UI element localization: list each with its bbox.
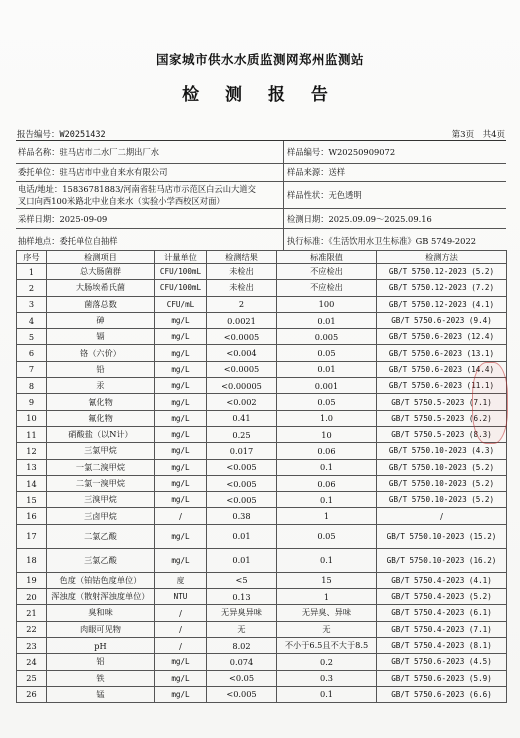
info-row-standard <box>16 228 506 250</box>
cell-item: 氟化物 <box>47 410 155 426</box>
sample-info-block <box>16 141 506 250</box>
report-number-label: 报告编号： <box>17 130 60 140</box>
cell-item: 三卤甲烷 <box>47 508 155 524</box>
cell-unit: mg/L <box>155 670 207 686</box>
cell-result: <0.005 <box>207 492 277 508</box>
cell-method: GB/T 5750.10-2023 (5.2) <box>377 475 507 491</box>
cell-unit: mg/L <box>155 686 207 702</box>
phone-address-label: 电话/地址： <box>18 184 63 194</box>
sampling-date-label: 采样日期： <box>18 214 60 224</box>
report-number-line <box>17 128 505 140</box>
cell-limit: 0.06 <box>277 475 377 491</box>
cell-no: 10 <box>17 410 47 426</box>
cell-unit: / <box>155 605 207 621</box>
cell-no: 18 <box>17 548 47 572</box>
cell-item: pH <box>47 637 155 653</box>
cell-unit: mg/L <box>155 548 207 572</box>
cell-result: <0.00005 <box>207 378 277 394</box>
cell-limit: 0.3 <box>277 670 377 686</box>
sampling-date <box>18 213 107 225</box>
table-row <box>17 548 507 572</box>
table-row <box>17 524 507 548</box>
cell-item: 铝 <box>47 654 155 670</box>
cell-method: GB/T 5750.4-2023 (7.1) <box>377 621 507 637</box>
sample-source-label: 样品来源： <box>287 167 329 177</box>
table-row <box>17 605 507 621</box>
cell-no: 24 <box>17 654 47 670</box>
cell-method: GB/T 5750.5-2023 (8.3) <box>377 426 507 442</box>
cell-result: 未检出 <box>207 280 277 296</box>
sample-appearance-label: 样品性状： <box>287 190 329 200</box>
cell-unit: / <box>155 637 207 653</box>
cell-result: 8.02 <box>207 637 277 653</box>
cell-unit: mg/L <box>155 443 207 459</box>
cell-item: 大肠埃希氏菌 <box>47 280 155 296</box>
table-row <box>17 621 507 637</box>
test-date-value: 2025.09.09～2025.09.16 <box>328 214 432 224</box>
report-number-value: W20251432 <box>59 130 106 140</box>
cell-item: 氰化物 <box>47 394 155 410</box>
cell-limit: 15 <box>277 572 377 588</box>
cell-unit: 度 <box>155 572 207 588</box>
cell-no: 17 <box>17 524 47 548</box>
table-row <box>17 443 507 459</box>
cell-result: <0.002 <box>207 394 277 410</box>
cell-method: GB/T 5750.6-2023 (14.4) <box>377 361 507 377</box>
table-row <box>17 280 507 296</box>
cell-result: 0.25 <box>207 426 277 442</box>
test-date-label: 检测日期： <box>287 214 329 224</box>
cell-limit: 1 <box>277 589 377 605</box>
cell-item: 铁 <box>47 670 155 686</box>
header-limit: 标准限值 <box>277 251 377 264</box>
cell-limit: 0.1 <box>277 459 377 475</box>
info-row-sample <box>16 141 506 164</box>
cell-result: <0.005 <box>207 475 277 491</box>
cell-result: <5 <box>207 572 277 588</box>
cell-no: 25 <box>17 670 47 686</box>
sampling-date-value: 2025-09-09 <box>59 214 108 224</box>
cell-item: 三氯甲烷 <box>47 443 155 459</box>
cell-unit: mg/L <box>155 459 207 475</box>
cell-method: GB/T 5750.6-2023 (11.1) <box>377 378 507 394</box>
cell-method: GB/T 5750.10-2023 (4.3) <box>377 443 507 459</box>
table-row <box>17 508 507 524</box>
cell-unit: mg/L <box>155 312 207 328</box>
cell-unit: mg/L <box>155 410 207 426</box>
cell-result: <0.05 <box>207 670 277 686</box>
test-date <box>287 213 432 225</box>
cell-item: 三溴甲烷 <box>47 492 155 508</box>
cell-limit: 0.05 <box>277 345 377 361</box>
sample-number-label: 样品编号： <box>287 147 329 157</box>
table-row <box>17 426 507 442</box>
cell-item: 臭和味 <box>47 605 155 621</box>
cell-unit: mg/L <box>155 378 207 394</box>
cell-limit: 不应检出 <box>277 280 377 296</box>
cell-item: 砷 <box>47 312 155 328</box>
cell-no: 23 <box>17 637 47 653</box>
cell-no: 11 <box>17 426 47 442</box>
sample-appearance-value: 无色透明 <box>328 190 362 200</box>
cell-method: GB/T 5750.4-2023 (8.1) <box>377 637 507 653</box>
cell-limit: 无 <box>277 621 377 637</box>
cell-no: 16 <box>17 508 47 524</box>
sample-name <box>18 146 159 158</box>
sampling-location-value: 委托单位自抽样 <box>59 236 118 246</box>
cell-item: 锰 <box>47 686 155 702</box>
cell-limit: 不小于6.5且不大于8.5 <box>277 637 377 653</box>
sample-source-value: 送样 <box>328 167 346 177</box>
execution-standard-label: 执行标准： <box>287 236 329 246</box>
table-row <box>17 654 507 670</box>
cell-result: 0.41 <box>207 410 277 426</box>
cell-result: <0.004 <box>207 345 277 361</box>
cell-result: 未检出 <box>207 264 277 280</box>
org-title: 国家城市供水水质监测网郑州监测站 <box>155 52 364 67</box>
table-row <box>17 492 507 508</box>
table-row <box>17 361 507 377</box>
cell-unit: mg/L <box>155 426 207 442</box>
table-row <box>17 410 507 426</box>
table-row <box>17 686 507 702</box>
cell-limit: 10 <box>277 426 377 442</box>
phone-address <box>18 183 280 195</box>
official-seal-stamp <box>472 362 508 444</box>
cell-item: 二氯乙酸 <box>47 524 155 548</box>
cell-limit: 0.1 <box>277 492 377 508</box>
cell-no: 3 <box>17 296 47 312</box>
cell-result: 2 <box>207 296 277 312</box>
cell-no: 13 <box>17 459 47 475</box>
cell-result: 0.01 <box>207 548 277 572</box>
sample-name-label: 样品名称： <box>18 147 60 157</box>
cell-item: 肉眼可见物 <box>47 621 155 637</box>
cell-item: 菌落总数 <box>47 296 155 312</box>
execution-standard <box>287 235 476 247</box>
cell-no: 19 <box>17 572 47 588</box>
cell-method: GB/T 5750.5-2023 (7.1) <box>377 394 507 410</box>
cell-no: 5 <box>17 329 47 345</box>
cell-method: GB/T 5750.6-2023 (13.1) <box>377 345 507 361</box>
cell-limit: 1 <box>277 508 377 524</box>
cell-unit: CFU/100mL <box>155 264 207 280</box>
table-row <box>17 459 507 475</box>
sampling-location <box>18 235 118 247</box>
cell-result: 0.13 <box>207 589 277 605</box>
cell-method: GB/T 5750.12-2023 (7.2) <box>377 280 507 296</box>
table-row <box>17 572 507 588</box>
table-row <box>17 670 507 686</box>
cell-item: 铅 <box>47 361 155 377</box>
cell-no: 8 <box>17 378 47 394</box>
page-info: 第3页 共4页 <box>451 130 505 140</box>
cell-result: <0.0005 <box>207 329 277 345</box>
table-row <box>17 378 507 394</box>
cell-limit: 0.2 <box>277 654 377 670</box>
table-row <box>17 345 507 361</box>
table-header-row <box>17 251 507 264</box>
cell-result: 无异臭异味 <box>207 605 277 621</box>
cell-result: 0.074 <box>207 654 277 670</box>
info-row-address <box>16 181 506 209</box>
cell-unit: mg/L <box>155 345 207 361</box>
cell-method: / <box>377 508 507 524</box>
sample-name-value: 驻马店市二水厂二期出厂水 <box>59 147 160 157</box>
client-label: 委托单位： <box>18 167 60 177</box>
cell-limit: 0.05 <box>277 524 377 548</box>
cell-result: <0.0005 <box>207 361 277 377</box>
cell-limit: 0.1 <box>277 548 377 572</box>
cell-unit: mg/L <box>155 654 207 670</box>
cell-unit: mg/L <box>155 524 207 548</box>
cell-method: GB/T 5750.6-2023 (12.4) <box>377 329 507 345</box>
cell-result: <0.005 <box>207 459 277 475</box>
sample-source <box>287 166 345 178</box>
cell-no: 6 <box>17 345 47 361</box>
cell-item: 浑浊度（散射浑浊度单位） <box>47 589 155 605</box>
cell-unit: mg/L <box>155 329 207 345</box>
header-method: 检测方法 <box>377 251 507 264</box>
table-row <box>17 394 507 410</box>
results-table <box>16 250 507 703</box>
sample-number <box>287 146 395 158</box>
cell-result: 0.0021 <box>207 312 277 328</box>
cell-method: GB/T 5750.6-2023 (4.5) <box>377 654 507 670</box>
cell-no: 20 <box>17 589 47 605</box>
header-unit: 计量单位 <box>155 251 207 264</box>
cell-item: 二氯一溴甲烷 <box>47 475 155 491</box>
execution-standard-value: 《生活饮用水卫生标准》GB 5749-2022 <box>328 236 477 246</box>
table-row <box>17 296 507 312</box>
cell-method: GB/T 5750.10-2023 (5.2) <box>377 459 507 475</box>
cell-item: 镉 <box>47 329 155 345</box>
table-row <box>17 264 507 280</box>
info-row-client <box>16 163 506 182</box>
cell-limit: 0.05 <box>277 394 377 410</box>
cell-result: 0.01 <box>207 524 277 548</box>
cell-item: 汞 <box>47 378 155 394</box>
cell-unit: mg/L <box>155 492 207 508</box>
cell-no: 2 <box>17 280 47 296</box>
cell-method: GB/T 5750.6-2023 (9.4) <box>377 312 507 328</box>
cell-method: GB/T 5750.12-2023 (5.2) <box>377 264 507 280</box>
cell-result: <0.005 <box>207 686 277 702</box>
cell-no: 22 <box>17 621 47 637</box>
cell-item: 三氯乙酸 <box>47 548 155 572</box>
cell-no: 4 <box>17 312 47 328</box>
cell-item: 总大肠菌群 <box>47 264 155 280</box>
cell-method: GB/T 5750.6-2023 (6.6) <box>377 686 507 702</box>
sampling-location-label: 抽样地点： <box>18 236 60 246</box>
doc-title: 检 测 报 告 <box>182 85 338 105</box>
cell-method: GB/T 5750.10-2023 (15.2) <box>377 524 507 548</box>
cell-unit: mg/L <box>155 475 207 491</box>
cell-limit: 0.01 <box>277 312 377 328</box>
header-no: 序号 <box>17 251 47 264</box>
phone-address-line1: 15836781883/河南省驻马店市示范区白云山大道交 <box>62 184 256 194</box>
cell-method: GB/T 5750.4-2023 (5.2) <box>377 589 507 605</box>
phone-address-line2: 叉口向西100米路北中业自来水（实验小学西校区对面） <box>18 196 225 206</box>
cell-limit: 0.1 <box>277 686 377 702</box>
cell-limit: 0.005 <box>277 329 377 345</box>
cell-item: 一氯二溴甲烷 <box>47 459 155 475</box>
cell-method: GB/T 5750.12-2023 (4.1) <box>377 296 507 312</box>
cell-limit: 1.0 <box>277 410 377 426</box>
client-value: 驻马店市中业自来水有限公司 <box>59 167 168 177</box>
cell-limit: 无异臭、异味 <box>277 605 377 621</box>
cell-unit: mg/L <box>155 361 207 377</box>
table-row <box>17 475 507 491</box>
cell-result: 无 <box>207 621 277 637</box>
cell-no: 12 <box>17 443 47 459</box>
cell-no: 9 <box>17 394 47 410</box>
cell-method: GB/T 5750.4-2023 (4.1) <box>377 572 507 588</box>
table-row <box>17 329 507 345</box>
cell-no: 15 <box>17 492 47 508</box>
table-row <box>17 637 507 653</box>
sample-number-value: W20250909072 <box>328 147 396 157</box>
table-row <box>17 312 507 328</box>
cell-method: GB/T 5750.5-2023 (6.2) <box>377 410 507 426</box>
header-item: 检测项目 <box>47 251 155 264</box>
client <box>18 166 167 178</box>
sample-appearance <box>287 189 362 201</box>
cell-limit: 0.01 <box>277 361 377 377</box>
cell-unit: CFU/100mL <box>155 280 207 296</box>
cell-unit: CFU/mL <box>155 296 207 312</box>
cell-item: 铬（六价） <box>47 345 155 361</box>
cell-limit: 不应检出 <box>277 264 377 280</box>
cell-unit: / <box>155 621 207 637</box>
cell-item: 色度（铂钴色度单位） <box>47 572 155 588</box>
cell-limit: 100 <box>277 296 377 312</box>
cell-no: 26 <box>17 686 47 702</box>
report-number <box>17 128 106 140</box>
cell-no: 14 <box>17 475 47 491</box>
cell-method: GB/T 5750.6-2023 (5.9) <box>377 670 507 686</box>
cell-item: 硝酸盐（以N计） <box>47 426 155 442</box>
cell-no: 7 <box>17 361 47 377</box>
table-row <box>17 589 507 605</box>
table-body <box>17 264 507 703</box>
cell-unit: mg/L <box>155 394 207 410</box>
info-row-dates <box>16 208 506 229</box>
cell-result: 0.017 <box>207 443 277 459</box>
cell-method: GB/T 5750.10-2023 (16.2) <box>377 548 507 572</box>
cell-limit: 0.001 <box>277 378 377 394</box>
cell-unit: NTU <box>155 589 207 605</box>
cell-no: 21 <box>17 605 47 621</box>
cell-limit: 0.06 <box>277 443 377 459</box>
cell-no: 1 <box>17 264 47 280</box>
cell-unit: / <box>155 508 207 524</box>
cell-method: GB/T 5750.4-2023 (6.1) <box>377 605 507 621</box>
header-result: 检测结果 <box>207 251 277 264</box>
cell-result: 0.38 <box>207 508 277 524</box>
cell-method: GB/T 5750.10-2023 (5.2) <box>377 492 507 508</box>
